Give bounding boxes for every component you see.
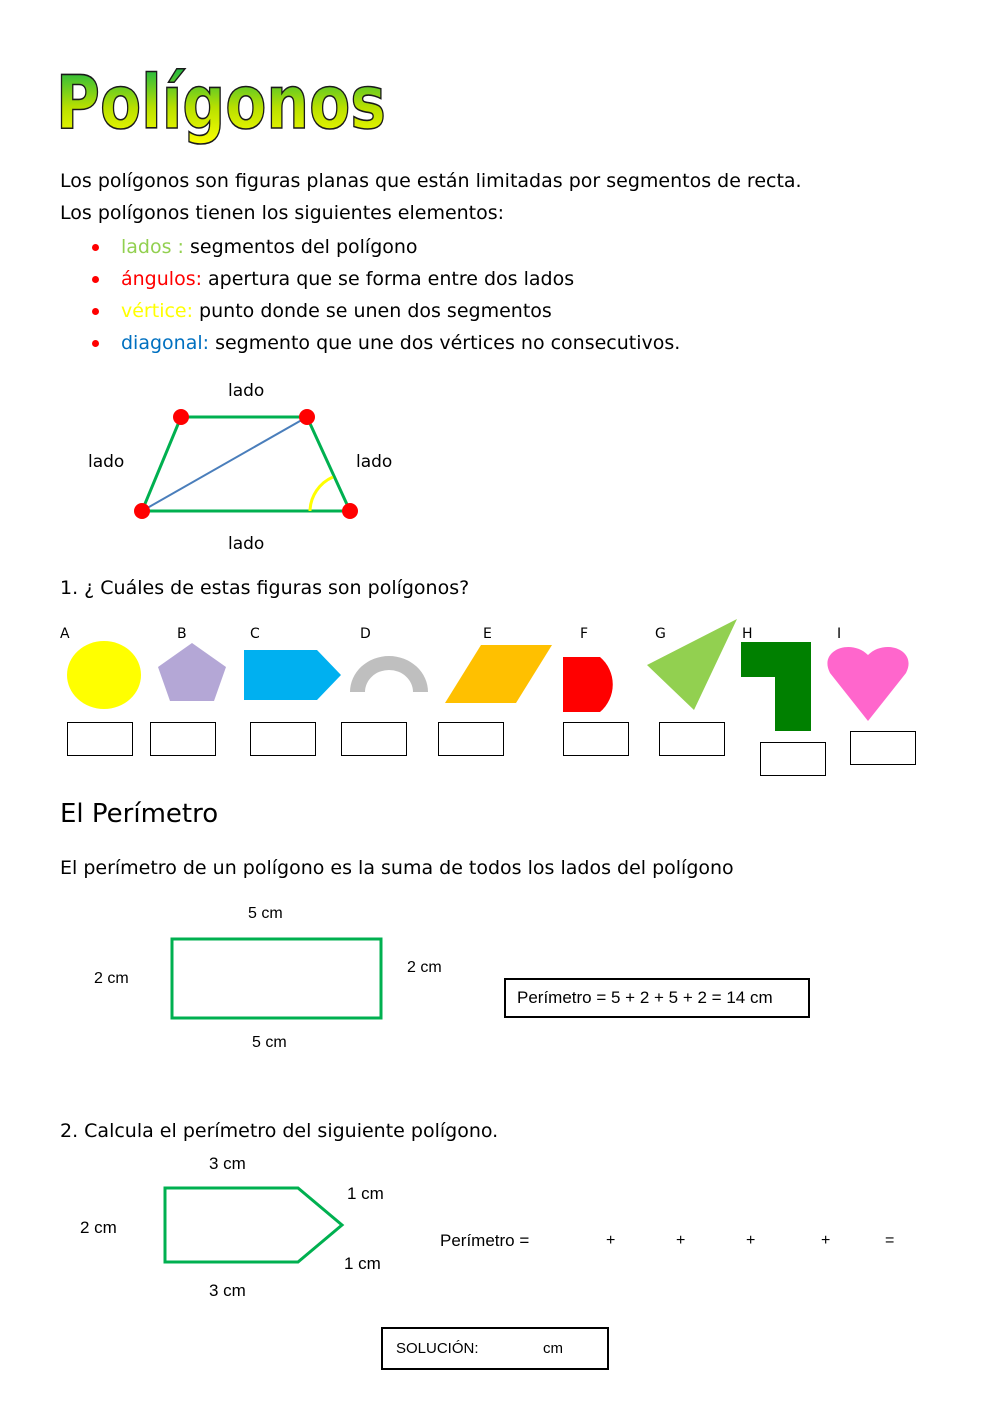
formula-op-plus-4[interactable]: + bbox=[821, 1232, 831, 1249]
element-desc: apertura que se forma entre dos lados bbox=[202, 268, 575, 290]
shape-letter-c: C bbox=[250, 626, 260, 642]
element-desc: segmentos del polígono bbox=[183, 236, 418, 258]
solution-box[interactable] bbox=[381, 1327, 609, 1370]
pentagon-diagram bbox=[150, 1175, 360, 1275]
bullet-dot bbox=[92, 276, 99, 283]
shape-letter-g: G bbox=[655, 626, 666, 642]
shape-c-arrow bbox=[244, 650, 341, 700]
answer-box-b[interactable] bbox=[150, 722, 216, 756]
rectangle-shape bbox=[172, 939, 381, 1018]
bullet-dot bbox=[92, 244, 99, 251]
shape-d-arch bbox=[350, 656, 428, 692]
element-term: lados : bbox=[121, 236, 184, 258]
answer-box-e[interactable] bbox=[438, 722, 504, 756]
element-term: vértice: bbox=[121, 300, 194, 322]
q2-label-left: 2 cm bbox=[80, 1218, 117, 1237]
pentagon-shape bbox=[165, 1188, 342, 1262]
q2-label-lower-right: 1 cm bbox=[344, 1254, 381, 1273]
shape-letter-h: H bbox=[742, 626, 753, 642]
list-item bbox=[90, 266, 680, 298]
rect-label-right: 2 cm bbox=[407, 959, 442, 976]
angle-arc bbox=[310, 477, 333, 511]
shape-letter-e: E bbox=[483, 626, 492, 642]
answer-box-a[interactable] bbox=[67, 722, 133, 756]
element-desc: segmento que une dos vértices no consecutivos. bbox=[209, 332, 681, 354]
page-title bbox=[50, 48, 410, 152]
shape-h-l bbox=[741, 642, 811, 731]
formula-op-plus-2[interactable]: + bbox=[676, 1232, 686, 1249]
rect-label-top: 5 cm bbox=[248, 905, 283, 922]
shape-letter-d: D bbox=[360, 626, 371, 642]
question-2: 2. Calcula el perímetro del siguiente polígono. bbox=[60, 1120, 499, 1142]
intro-line-1: Los polígonos son figuras planas que están limitadas por segmentos de recta. bbox=[60, 170, 802, 192]
perimeter-example-box bbox=[504, 978, 810, 1018]
perimeter-definition: El perímetro de un polígono es la suma de todos los lados del polígono bbox=[60, 857, 734, 879]
label-side-left: lado bbox=[88, 452, 125, 472]
rectangle-diagram bbox=[160, 930, 400, 1030]
formula-op-plus-3[interactable]: + bbox=[746, 1232, 756, 1249]
question-1: 1. ¿ Cuáles de estas figuras son polígonos? bbox=[60, 577, 470, 599]
element-term: diagonal: bbox=[121, 332, 210, 354]
element-desc: punto donde se unen dos segmentos bbox=[193, 300, 552, 322]
label-side-bottom: lado bbox=[228, 534, 265, 554]
answer-box-g[interactable] bbox=[659, 722, 725, 756]
shape-b-pentagon bbox=[158, 643, 226, 701]
label-side-top: lado bbox=[228, 381, 265, 401]
list-item bbox=[90, 298, 680, 330]
shape-g-triangle bbox=[647, 619, 737, 710]
formula-op-equals[interactable]: = bbox=[885, 1232, 895, 1249]
trapezoid-shape bbox=[142, 417, 350, 511]
vertex-dot bbox=[299, 409, 315, 425]
answer-box-f[interactable] bbox=[563, 722, 629, 756]
shape-a-circle bbox=[67, 641, 141, 709]
list-item bbox=[90, 330, 680, 362]
shape-f-d bbox=[563, 657, 613, 712]
bullet-dot bbox=[92, 308, 99, 315]
elements-list bbox=[90, 234, 680, 362]
vertex-dot bbox=[342, 503, 358, 519]
answer-box-h[interactable] bbox=[760, 742, 826, 776]
section-heading: El Perímetro bbox=[60, 799, 219, 829]
answer-box-d[interactable] bbox=[341, 722, 407, 756]
shape-e-parallelogram bbox=[445, 645, 552, 703]
list-item bbox=[90, 234, 680, 266]
shape-letter-a: A bbox=[60, 626, 70, 642]
element-term: ángulos: bbox=[121, 268, 202, 290]
shape-letter-i: I bbox=[837, 626, 842, 642]
rect-label-bottom: 5 cm bbox=[252, 1034, 287, 1051]
answer-box-c[interactable] bbox=[250, 722, 316, 756]
vertex-dot bbox=[173, 409, 189, 425]
shape-letter-f: F bbox=[580, 626, 589, 642]
solution-label: SOLUCIÓN: bbox=[396, 1340, 479, 1357]
q2-label-upper-right: 1 cm bbox=[347, 1184, 384, 1203]
q2-label-bottom: 3 cm bbox=[209, 1281, 246, 1300]
intro-line-2: Los polígonos tienen los siguientes elementos: bbox=[60, 202, 505, 224]
perimeter-example: Perímetro = 5 + 2 + 5 + 2 = 14 cm bbox=[517, 988, 773, 1007]
diagonal-line bbox=[142, 417, 307, 511]
shape-i-heart bbox=[827, 647, 908, 721]
formula-op-plus-1[interactable]: + bbox=[606, 1232, 616, 1249]
rect-label-left: 2 cm bbox=[94, 970, 129, 987]
solution-unit: cm bbox=[543, 1340, 563, 1357]
q2-label-top: 3 cm bbox=[209, 1154, 246, 1173]
bullet-dot bbox=[92, 340, 99, 347]
answer-box-i[interactable] bbox=[850, 731, 916, 765]
shape-letter-b: B bbox=[177, 626, 187, 642]
perimeter-formula-label: Perímetro = bbox=[440, 1231, 530, 1250]
shapes-row bbox=[0, 610, 1000, 740]
vertex-dot bbox=[134, 503, 150, 519]
page-title-text: Polígonos bbox=[56, 60, 386, 146]
label-side-right: lado bbox=[356, 452, 393, 472]
